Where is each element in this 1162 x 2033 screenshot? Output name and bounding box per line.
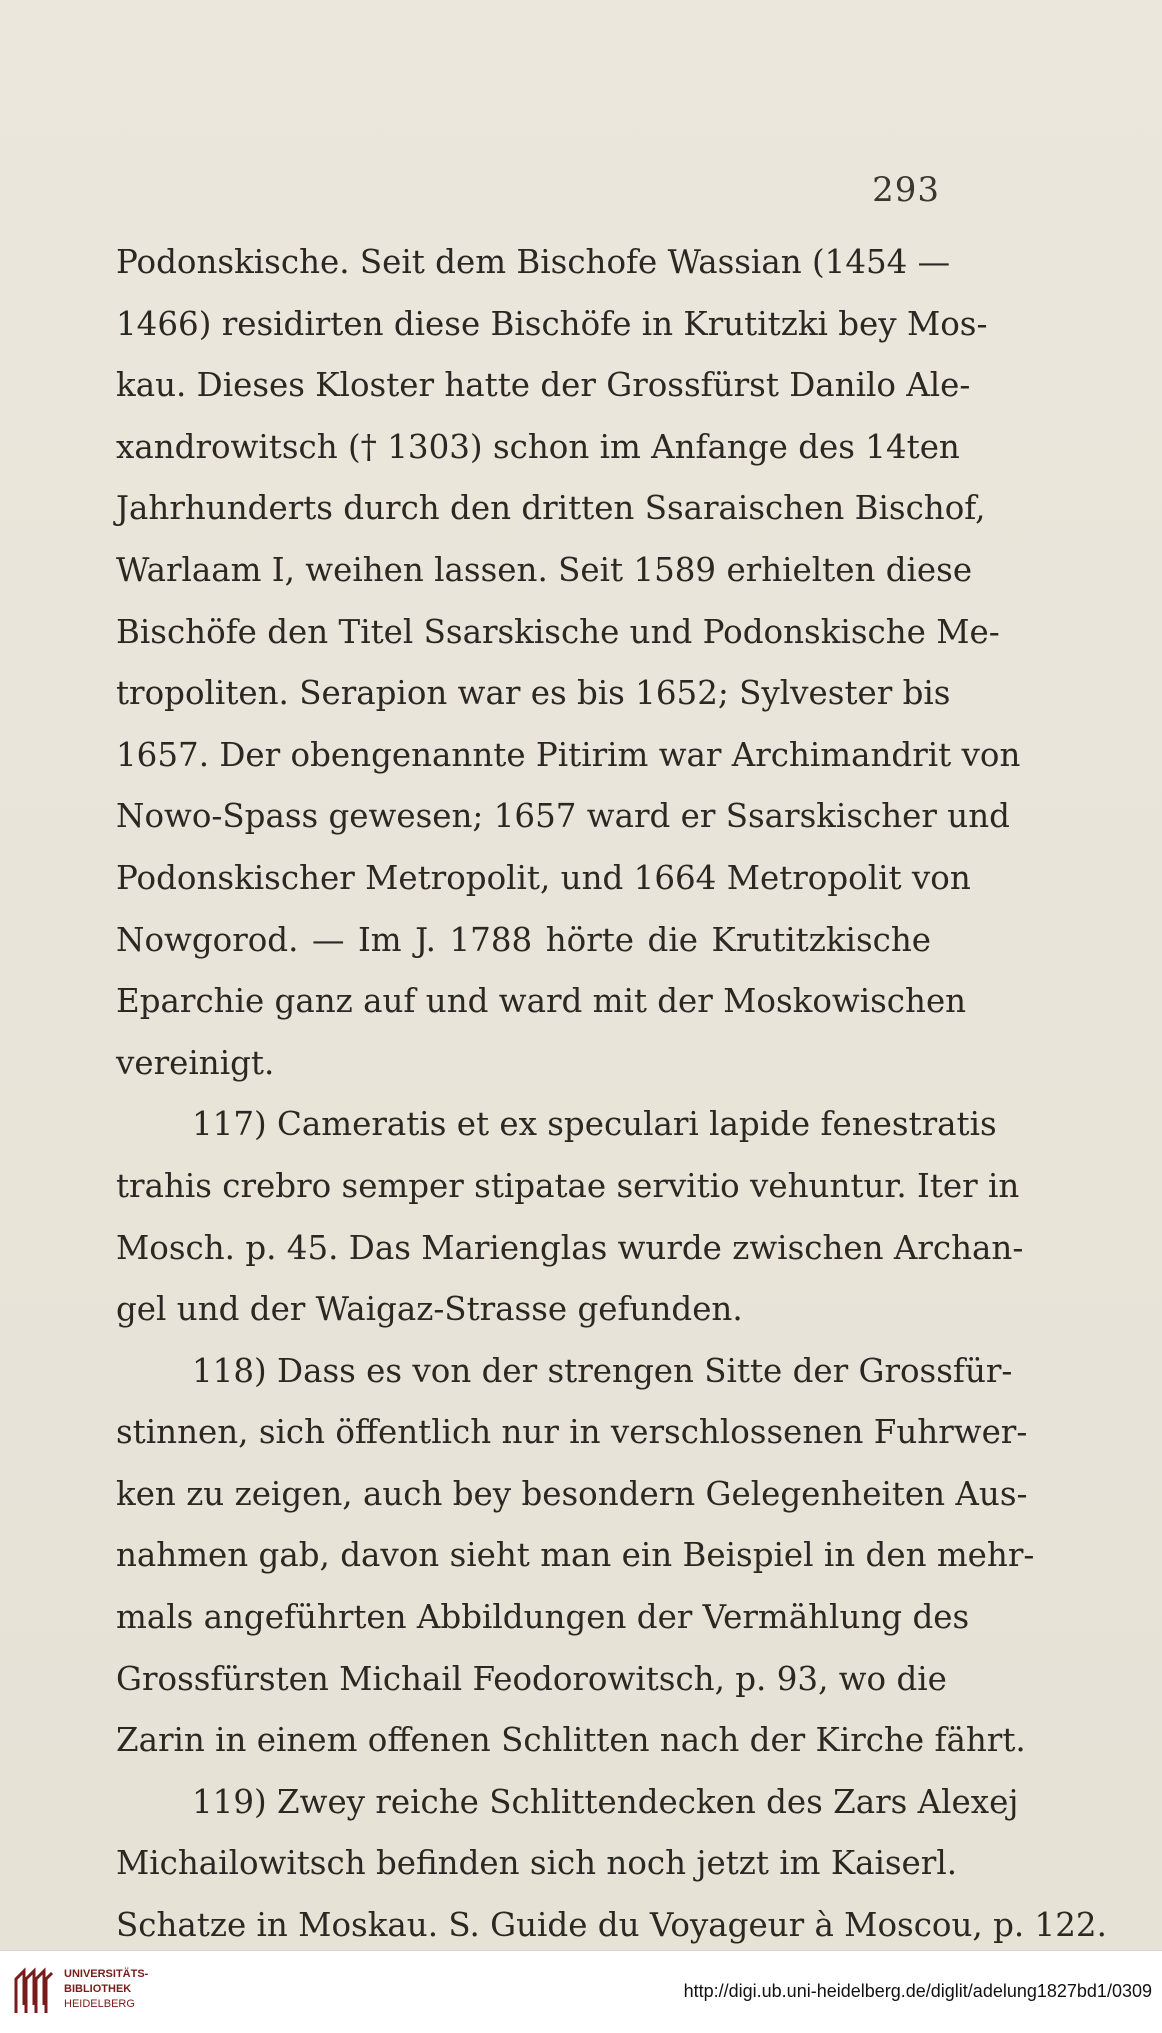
text-line: Jahrhunderts durch den dritten Ssaraischen Bischof, (116, 489, 986, 528)
text-line: Warlaam I, weihen lassen. Seit 1589 erhielten diese (116, 550, 973, 589)
text-line: kau. Dieses Kloster hatte der Grossfürst Danilo Ale- (116, 366, 971, 405)
text-line: Bischöfe den Titel Ssarskische und Podonskische Me- (116, 612, 1000, 651)
text-line: xandrowitsch († 1303) schon im Anfange des 14ten (116, 427, 960, 466)
text-line: Michailowitsch befinden sich noch jetzt im Kaiserl. (116, 1844, 958, 1883)
logo-line: BIBLIOTHEK (64, 1983, 132, 1995)
text-line: 1657. Der obengenannte Pitirim war Archimandrit von (116, 735, 1021, 774)
logo-line: UNIVERSITÄTS- (64, 1968, 149, 1980)
footnote-117-line: 117) Cameratis et ex speculari lapide fenestratis (192, 1105, 997, 1144)
text-line: Eparchie ganz auf und ward mit der Moskowischen (116, 982, 967, 1021)
text-line: Grossfürsten Michail Feodorowitsch, p. 93, wo die (116, 1659, 947, 1698)
text-line: Zarin in einem offenen Schlitten nach der Kirche fährt. (116, 1721, 1026, 1760)
text-line: trahis crebro semper stipatae servitio vehuntur. Iter in (116, 1166, 1020, 1205)
source-url[interactable]: http://digi.ub.uni-heidelberg.de/diglit/adelung1827bd1/0309 (683, 1981, 1152, 2001)
text-line: Schatze in Moskau. S. Guide du Voyageur à Moscou, p. 122. (116, 1906, 1107, 1945)
text-line: Nowgorod. — Im J. 1788 hörte die Krutitzkische (116, 920, 931, 959)
text-line: nahmen gab, davon sieht man ein Beispiel in den mehr- (116, 1536, 1035, 1575)
library-logo-text (64, 1967, 148, 2012)
text-line: stinnen, sich öffentlich nur in verschlossenen Fuhrwer- (116, 1413, 1028, 1452)
text-line: vereinigt. (116, 1043, 275, 1082)
footer-bar (0, 1950, 1162, 2033)
text-line: ken zu zeigen, auch bey besondern Gelegenheiten Aus- (116, 1474, 1028, 1513)
logo-line: HEIDELBERG (64, 1998, 135, 2010)
text-line: mals angeführten Abbildungen der Vermählung des (116, 1598, 970, 1637)
text-line: Mosch. p. 45. Das Marienglas wurde zwischen Archan- (116, 1228, 1024, 1267)
university-library-logo-icon (12, 1965, 54, 2017)
text-line: tropoliten. Serapion war es bis 1652; Sylvester bis (116, 674, 951, 713)
text-line: Podonskischer Metropolit, und 1664 Metropolit von (116, 858, 971, 897)
footnote-118-line: 118) Dass es von der strengen Sitte der Grossfür- (192, 1351, 1013, 1390)
page-number: 293 (872, 170, 940, 210)
text-line: 1466) residirten diese Bischöfe in Krutitzki bey Mos- (116, 304, 988, 343)
page-text-block (116, 232, 1107, 1957)
text-line: Nowo-Spass gewesen; 1657 ward er Ssarskischer und (116, 797, 1010, 836)
text-line: gel und der Waigaz-Strasse gefunden. (116, 1290, 743, 1329)
footnote-119-line: 119) Zwey reiche Schlittendecken des Zars Alexej (192, 1782, 1019, 1821)
text-line: Podonskische. Seit dem Bischofe Wassian (1454 — (116, 243, 951, 281)
